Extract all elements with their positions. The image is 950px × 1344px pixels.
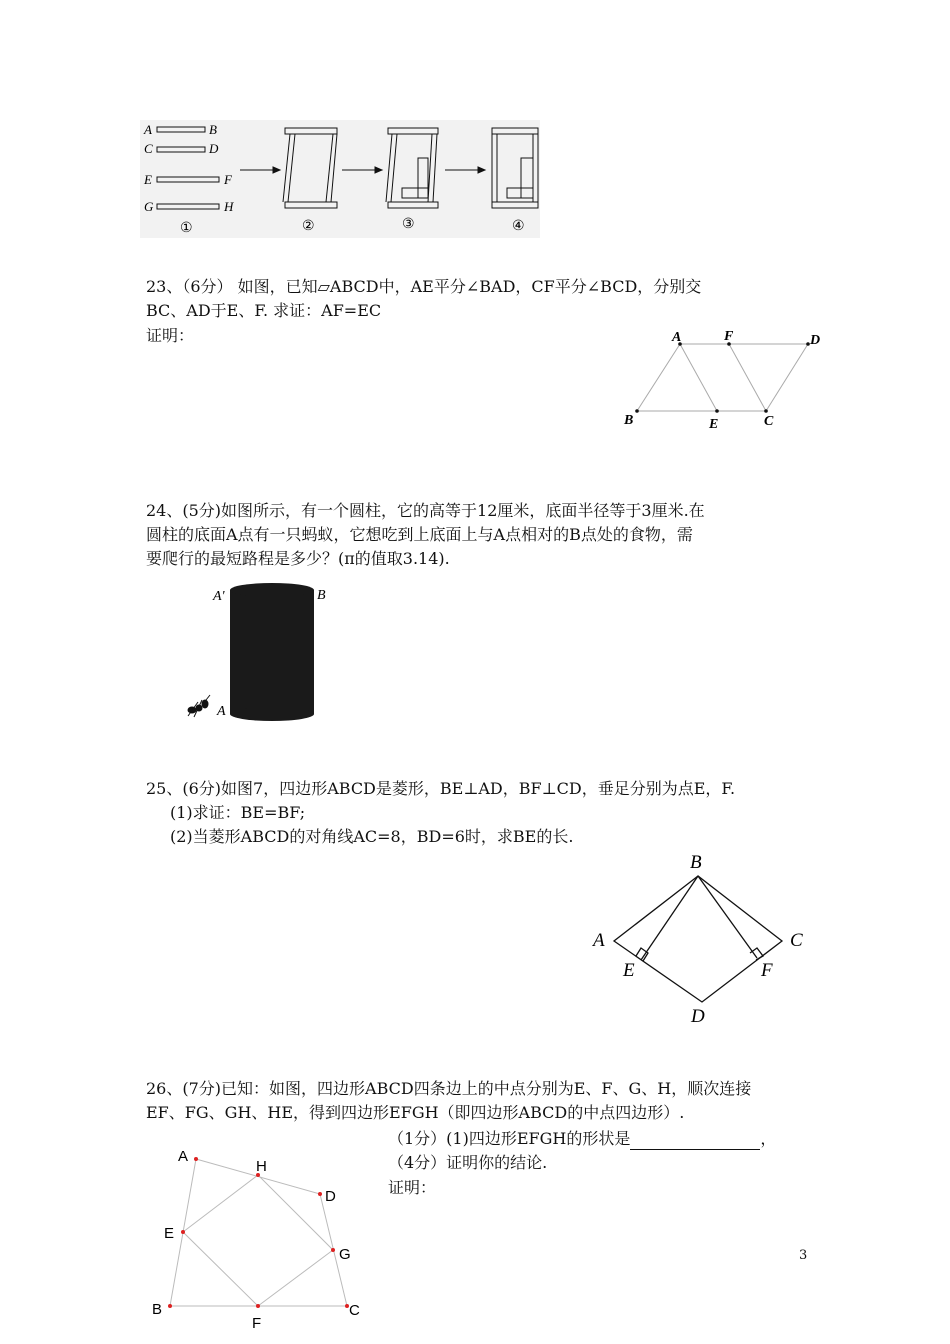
fig22-step-4: ④ (512, 219, 525, 234)
q25-line1: 25、(6分)如图7，四边形ABCD是菱形，BE⊥AD，BF⊥CD，垂足分别为点E，F. (146, 779, 736, 798)
q23-point-e: E (709, 417, 719, 432)
q25-point-b: B (690, 852, 702, 873)
q23-point-c: C (764, 414, 774, 429)
q26-point-a: A (178, 1148, 189, 1165)
q24-line1: 24、(5分)如图所示，有一个圆柱，它的高等于12厘米，底面半径等于3厘米.在 (146, 501, 705, 520)
ant-icon (188, 695, 210, 717)
q23-proof-label: 证明： (146, 326, 195, 345)
q23-line2: BC、AD于E、F. 求证：AF=EC (146, 301, 382, 320)
fig22-label-h: H (224, 199, 234, 214)
q25-point-e: E (623, 960, 635, 981)
fig22-step-1: ① (180, 221, 193, 236)
fig22-label-a: A (144, 122, 152, 137)
fig22-label-f: F (224, 172, 232, 187)
q26-line1: 26、(7分)已知：如图，四边形ABCD四条边上的中点分别为E、F、G、H，顺次连接 (146, 1079, 752, 1098)
fig22-label-g: G (144, 199, 154, 214)
q23-point-a: A (672, 330, 682, 345)
q26-part1 (388, 1128, 776, 1150)
q24-label-a: A (217, 704, 226, 719)
q26-point-b: B (152, 1301, 163, 1318)
fig22-step-3: ③ (402, 217, 415, 232)
q25-point-f: F (761, 960, 773, 981)
fig22-label-c: C (144, 141, 153, 156)
fig22-label-e: E (144, 172, 152, 187)
fig22-label-b: B (209, 122, 217, 137)
q24-line2: 圆柱的底面A点有一只蚂蚁，它想吃到上底面上与A点相对的B点处的食物，需 (146, 525, 693, 544)
q23-point-d: D (810, 333, 821, 348)
q25-point-d: D (691, 1006, 705, 1027)
q25-line2: (1)求证：BE=BF; (170, 803, 306, 822)
q26-point-h: H (256, 1158, 267, 1175)
q23-parallelogram-figure (620, 325, 830, 435)
q26-point-e: E (164, 1225, 175, 1242)
q25-point-a: A (593, 930, 605, 951)
q26-point-d: D (325, 1188, 336, 1205)
q26-proof-label: 证明： (388, 1178, 437, 1197)
q26-point-f: F (252, 1315, 262, 1332)
q25-point-c: C (790, 930, 803, 951)
q23-point-b: B (624, 413, 634, 428)
q24-label-b: B (317, 588, 326, 603)
q26-part1-comma: ， (760, 1129, 777, 1148)
q26-part1-text: （1分）(1)四边形EFGH的形状是 (388, 1129, 631, 1148)
q23-line1: 23、（6分） 如图，已知▱ABCD中，AE平分∠BAD，CF平分∠BCD，分别交 (146, 277, 702, 296)
page-number: 3 (799, 1248, 808, 1263)
q24-cylinder-figure (180, 580, 340, 725)
q24-line3: 要爬行的最短路程是多少？(π的值取3.14). (146, 549, 450, 568)
q26-line2: EF、FG、GH、HE，得到四边形EFGH（即四边形ABCD的中点四边形）. (146, 1103, 685, 1122)
q25-rhombus-figure (585, 848, 815, 1028)
q26-point-c: C (349, 1302, 360, 1319)
fig22-folding-diagram (140, 120, 550, 240)
q26-point-g: G (339, 1246, 351, 1263)
q24-label-a-top: A' (213, 589, 225, 604)
fig22-label-d: D (209, 141, 219, 156)
q26-part2: （4分）证明你的结论. (388, 1153, 548, 1172)
q26-answer-blank[interactable] (630, 1133, 760, 1150)
q23-point-f: F (724, 329, 734, 344)
q25-line3: (2)当菱形ABCD的对角线AC=8，BD=6时，求BE的长. (170, 827, 574, 846)
q26-quadrilateral-figure (150, 1140, 380, 1340)
fig22-step-2: ② (302, 219, 315, 234)
